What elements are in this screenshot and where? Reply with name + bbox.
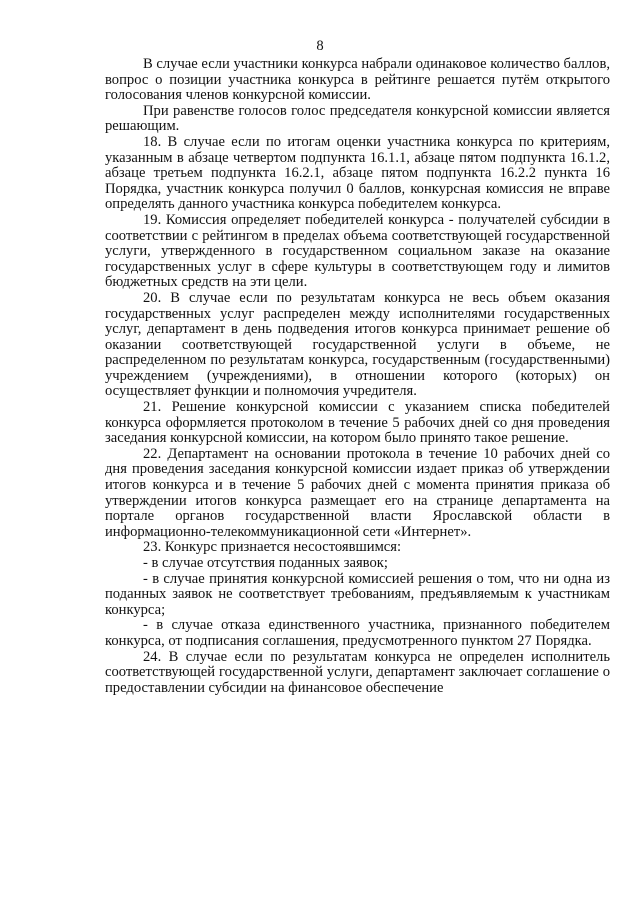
paragraph-equal-scores: В случае если участники конкурса набрали одинаковое количество баллов, вопрос о позиции участника конкурса в рейтинге решается путём открытого голосования членов конкурсной комиссии. xyxy=(105,56,610,104)
paragraph-21: 21. Решение конкурсной комиссии с указанием списка победителей конкурса оформляется протоколом в течение 5 рабочих дней со дня проведения заседания конкурсной комиссии, на котором было принято такое решение. xyxy=(105,399,610,447)
paragraph-18: 18. В случае если по итогам оценки участника конкурса по критериям, указанным в абзаце четвертом подпункта 16.1.1, абзаце пятом подпункта 16.1.2, абзаце третьем подпункта 16.2.1, абзаце пятом подпункта 16.2.2 пункта 16 Порядка, участник конкурса получил 0 баллов, конкурсная комиссия не вправе определять данного участника конкурса победителем конкурса. xyxy=(105,133,610,213)
paragraph-chair-vote: При равенстве голосов голос председателя конкурсной комиссии является решающим. xyxy=(105,102,610,135)
document-body xyxy=(105,57,610,696)
list-item-no-applications: - в случае отсутствия поданных заявок; xyxy=(143,555,388,571)
paragraph-22: 22. Департамент на основании протокола в течение 10 рабочих дней со дня проведения заседания конкурсной комиссии издает приказ об утверждении итогов конкурса и в течение 5 рабочих дней с момента принятия приказа об утверждении итогов конкурса размещает его на странице департамента на портале органов государственной власти Ярославской области в информационно-телекоммуникационной сети «Интернет». xyxy=(105,445,610,540)
paragraph-24: 24. В случае если по результатам конкурса не определен исполнитель соответствующей государственной услуги, департамент заключает соглашение о предоставлении субсидии на финансовое обеспечение xyxy=(105,648,610,696)
list-item-winner-refusal: - в случае отказа единственного участника, признанного победителем конкурса, от подписания соглашения, предусмотренного пунктом 27 Порядка. xyxy=(105,617,610,649)
page-number: 8 xyxy=(316,38,324,54)
paragraph-19: 19. Комиссия определяет победителей конкурса - получателей субсидии в соответствии с рейтингом в пределах объема соответствующей государственной услуги, утвержденного в государственном социальном заказе на оказание государственных услуг в сфере культуры в соответствующем году и лимитов бюджетных средств на эти цели. xyxy=(105,211,610,291)
paragraph-23: 23. Конкурс признается несостоявшимся: xyxy=(143,539,402,556)
paragraph-20: 20. В случае если по результатам конкурса не весь объем оказания государственных услуг распределен между исполнителями государственных услуг, департамент в день подведения итогов конкурса принимает решение об оказании соответствующей государственной услуги в объеме, не распределенном по результатам конкурса, государственным (государственными) учреждением (учреждениями), в отношении которого (которых) он осуществляет функции и полномочия учредителя. xyxy=(105,289,610,400)
list-item-no-compliant-applications: - в случае принятия конкурсной комиссией решения о том, что ни одна из поданных заявок не соответствует требованиям, предъявляемым к участникам конкурса; xyxy=(105,570,610,618)
